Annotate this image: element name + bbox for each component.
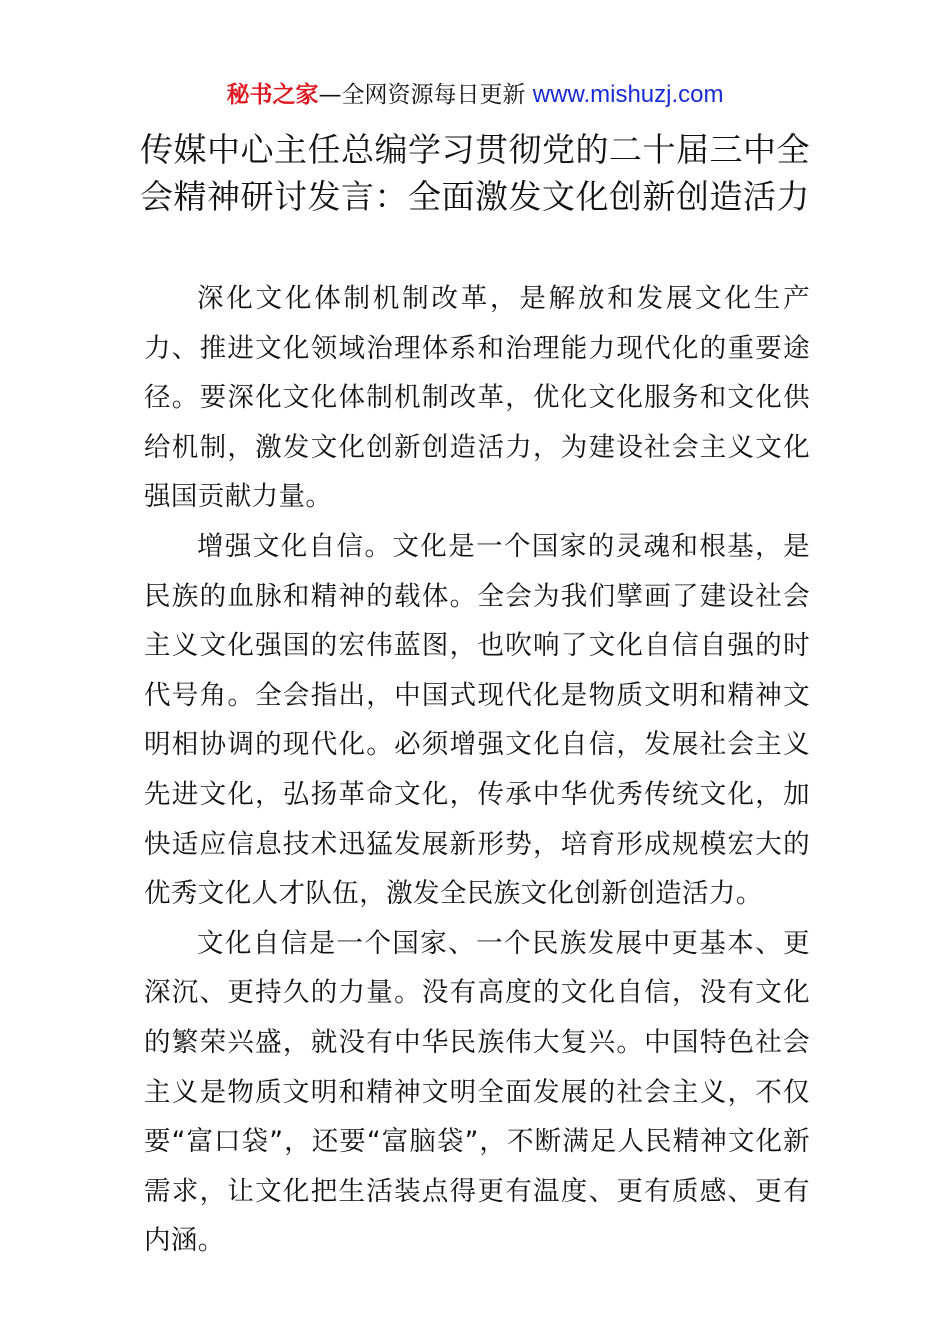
brand-name: 秘书之家: [226, 82, 319, 108]
header-tagline: —全网资源每日更新: [318, 82, 533, 108]
paragraph-2: 增强文化自信。文化是一个国家的灵魂和根基，是民族的血脉和精神的载体。全会为我们擘画了建设社会主义文化强国的宏伟蓝图，也吹响了文化自信自强的时代号角。全会指出，中国式现代化是物质文明和精神文明相协调的现代化。必须增强文化自信，发展社会主义先进文化，弘扬革命文化，传承中华优秀传统文化，加快适应信息技术迅猛发展新形势，培育形成规模宏大的优秀文化人才队伍，激发全民族文化创新创造活力。: [144, 530, 810, 910]
paragraph-1: 深化文化体制机制改革，是解放和发展文化生产力、推进文化领域治理体系和治理能力现代化的重要途径。要深化文化体制机制改革，优化文化服务和文化供给机制，激发文化创新创造活力，为建设社会主义文化强国贡献力量。: [144, 283, 810, 513]
document-title-line-1: 传媒中心主任总编学习贯彻党的二十届三中全: [140, 130, 810, 169]
document-title-line-2: 会精神研讨发言：全面激发文化创新创造活力: [140, 177, 810, 216]
site-url-link[interactable]: www.mishuzj.com: [532, 81, 724, 108]
document-body: [144, 274, 810, 1266]
paragraph-3: 文化自信是一个国家、一个民族发展中更基本、更深沉、更持久的力量。没有高度的文化自信，没有文化的繁荣兴盛，就没有中华民族伟大复兴。中国特色社会主义是物质文明和精神文明全面发展的社会主义，不仅要“富口袋”，还要“富脑袋”，不断满足人民精神文化新需求，让文化把生活装点得更有温度、更有质感、更有内涵。: [144, 927, 810, 1257]
site-header: [0, 78, 950, 112]
document-title: [130, 126, 820, 220]
